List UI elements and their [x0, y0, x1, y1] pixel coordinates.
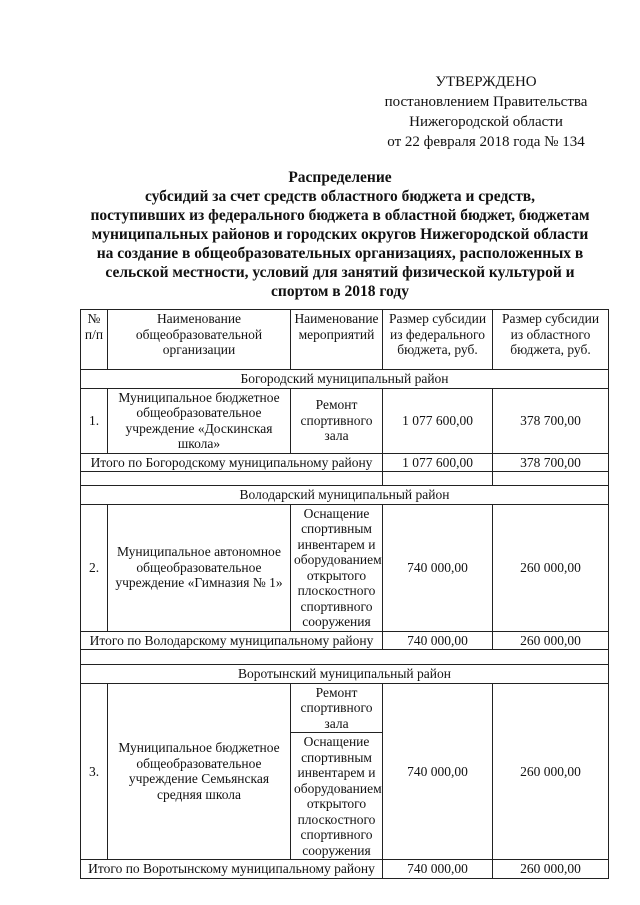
district-name: Володарский муниципальный район	[81, 486, 609, 505]
row-federal: 740 000,00	[383, 683, 493, 860]
approval-heading: УТВЕРЖДЕНО	[435, 74, 537, 90]
district-row	[81, 665, 609, 684]
approval-date: от 22 февраля 2018 года № 134	[387, 134, 585, 150]
total-row	[81, 631, 609, 650]
title-line: поступивших из федерального бюджета в областной бюджет, бюджетам	[90, 207, 590, 224]
row-event: Ремонт спортивного зала	[291, 683, 383, 733]
header-num: № п/п	[81, 310, 108, 370]
total-federal: 740 000,00	[383, 860, 493, 879]
row-event: Оснащение спортивным инвентарем и оборудованием открытого плоскостного спортивного сооружения	[291, 504, 383, 631]
subsidy-table	[80, 309, 609, 879]
row-federal: 1 077 600,00	[383, 388, 493, 453]
title-line: сельской местности, условий для занятий физической культурой и	[105, 264, 575, 281]
title-line: муниципальных районов и городских округов Нижегородской области	[91, 226, 589, 243]
district-row	[81, 486, 609, 505]
table-row	[81, 504, 609, 631]
title-line: Распределение	[288, 169, 392, 186]
row-regional: 260 000,00	[493, 683, 609, 860]
header-org: Наименование общеобразовательной организации	[108, 310, 291, 370]
total-federal: 740 000,00	[383, 631, 493, 650]
header-regional: Размер субсидии из областного бюджета, руб.	[493, 310, 609, 370]
row-org: Муниципальное автономное общеобразовательное учреждение «Гимназия № 1»	[108, 504, 291, 631]
title-line: спортом в 2018 году	[271, 283, 409, 300]
row-num: 3.	[81, 683, 108, 860]
district-name: Воротынский муниципальный район	[81, 665, 609, 684]
row-num: 2.	[81, 504, 108, 631]
table-row	[81, 683, 609, 733]
row-org: Муниципальное бюджетное общеобразовательное учреждение Семьянская средняя школа	[108, 683, 291, 860]
total-label: Итого по Богородскому муниципальному району	[81, 453, 383, 472]
approval-stamp	[366, 72, 606, 152]
row-regional: 260 000,00	[493, 504, 609, 631]
district-row	[81, 370, 609, 389]
district-name: Богородский муниципальный район	[81, 370, 609, 389]
table-row	[81, 388, 609, 453]
row-regional: 378 700,00	[493, 388, 609, 453]
row-event: Ремонт спортивного зала	[291, 388, 383, 453]
total-federal: 1 077 600,00	[383, 453, 493, 472]
spacer-row	[81, 650, 609, 665]
title-line: субсидий за счет средств областного бюджета и средств,	[144, 188, 536, 205]
total-label: Итого по Володарскому муниципальному району	[81, 631, 383, 650]
total-regional: 378 700,00	[493, 453, 609, 472]
header-row	[81, 310, 609, 370]
header-federal: Размер субсидии из федерального бюджета, руб.	[383, 310, 493, 370]
row-federal: 740 000,00	[383, 504, 493, 631]
total-label: Итого по Воротынскому муниципальному району	[81, 860, 383, 879]
header-event: Наименование мероприятий	[291, 310, 383, 370]
total-regional: 260 000,00	[493, 631, 609, 650]
approval-line: Нижегородской области	[409, 114, 563, 130]
title-line: на создание в общеобразовательных организациях, расположенных в	[96, 245, 584, 262]
total-row	[81, 860, 609, 879]
row-event: Оснащение спортивным инвентарем и оборудованием открытого плоскостного спортивного сооружения	[291, 733, 383, 860]
approval-line: постановлением Правительства	[384, 94, 588, 110]
total-regional: 260 000,00	[493, 860, 609, 879]
total-row	[81, 453, 609, 472]
document-title	[70, 168, 610, 301]
row-org: Муниципальное бюджетное общеобразовательное учреждение «Доскинская школа»	[108, 388, 291, 453]
spacer-row	[81, 472, 609, 486]
row-num: 1.	[81, 388, 108, 453]
